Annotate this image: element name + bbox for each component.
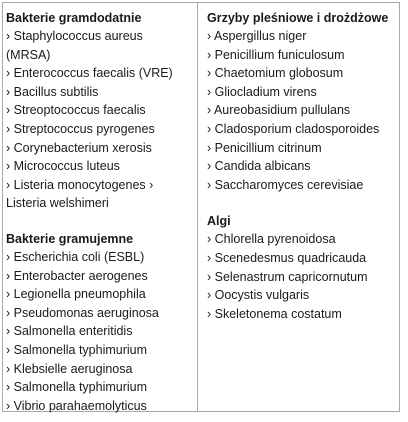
- list-item: › Pseudomonas aeruginosa: [6, 305, 159, 320]
- list-item: › Streoptococcus faecalis: [6, 103, 146, 118]
- fungi-list: [207, 27, 399, 194]
- section-heading-fungi: Grzyby pleśniowe i drożdżowe: [207, 11, 389, 25]
- list-item: › Staphylococcus aureus: [6, 29, 143, 43]
- section-gap: [207, 194, 399, 212]
- gram-positive-list: [6, 27, 194, 213]
- list-item: › Penicillium citrinum: [207, 140, 322, 155]
- section-heading-gram-positive: Bakterie gramdodatnie: [6, 11, 142, 25]
- list-item: › Chlorella pyrenoidosa: [207, 232, 336, 247]
- section-heading-algae: Algi: [207, 214, 231, 229]
- algae-list: [207, 230, 399, 323]
- list-item: › Streptococcus pyrogenes: [6, 121, 155, 136]
- list-item: › Vibrio parahaemolyticus: [6, 398, 147, 413]
- section-heading-gram-negative: Bakterie gramujemne: [6, 231, 134, 246]
- list-item: › Bacillus subtilis: [6, 84, 99, 99]
- list-item: › Enterobacter aerogenes: [6, 268, 148, 283]
- organism-table: [2, 2, 400, 412]
- list-item: › Legionella pneumophila: [6, 287, 146, 302]
- list-item: › Cladosporium cladosporoides: [207, 121, 380, 136]
- list-item: › Saccharomyces cerevisiae: [207, 177, 364, 192]
- list-item: Listeria welshimeri: [6, 196, 109, 211]
- list-item: › Skeletonema costatum: [207, 306, 342, 321]
- list-item: › Selenastrum capricornutum: [207, 269, 368, 284]
- list-item: › Listeria monocytogenes ›: [6, 177, 154, 192]
- list-item: › Micrococcus luteus: [6, 159, 120, 174]
- column-divider: [197, 3, 198, 411]
- list-item: (MRSA): [6, 47, 51, 62]
- list-item: › Enterococcus faecalis (VRE): [6, 66, 173, 81]
- list-item: › Escherichia coli (ESBL): [6, 249, 145, 264]
- list-item: › Salmonella enteritidis: [6, 324, 133, 339]
- list-item: › Aspergillus niger: [207, 29, 307, 43]
- list-item: › Scenedesmus quadricauda: [207, 250, 367, 265]
- list-item: › Salmonella typhimurium: [6, 342, 148, 357]
- list-item: › Penicillium funiculosum: [207, 47, 345, 62]
- section-gap: [6, 213, 194, 230]
- gram-negative-list: [6, 248, 194, 415]
- list-item: › Candida albicans: [207, 159, 311, 174]
- left-column: [6, 9, 194, 415]
- right-column: [207, 9, 399, 323]
- list-item: › Salmonella typhimurium: [6, 380, 148, 395]
- list-item: › Aureobasidium pullulans: [207, 103, 351, 118]
- list-item: › Klebsielle aeruginosa: [6, 361, 133, 376]
- list-item: › Corynebacterium xerosis: [6, 140, 152, 155]
- list-item: › Chaetomium globosum: [207, 66, 344, 81]
- list-item: › Gliocladium virens: [207, 84, 317, 99]
- list-item: › Oocystis vulgaris: [207, 288, 310, 303]
